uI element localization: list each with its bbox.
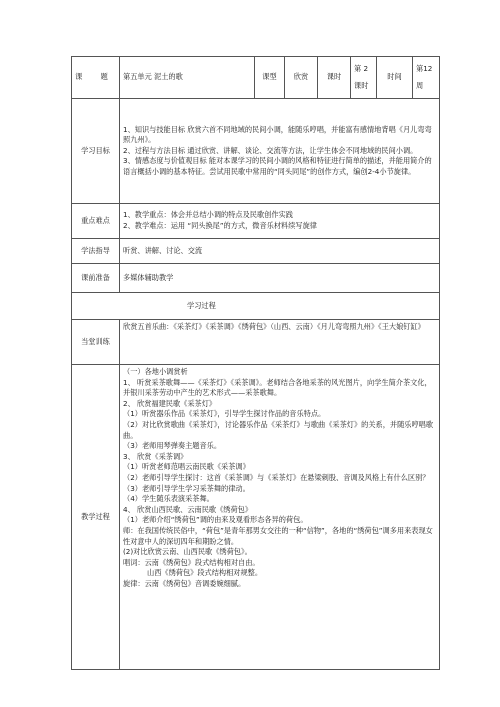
- key-points-row: [72, 204, 440, 239]
- key-points-label: 重点难点: [72, 204, 120, 239]
- prep-label: 课前准备: [72, 264, 120, 293]
- teaching-line: （3）老师用琴弹奏主题音乐。: [123, 441, 222, 451]
- time-value-line1: 第12: [416, 63, 433, 73]
- process-title-row: [72, 293, 440, 320]
- hours-label: 课时: [318, 57, 351, 99]
- teaching-line: （一）各地小调赏析: [123, 367, 188, 376]
- teaching-line: （1）老师介绍“绣荷包”调的由来及观看形态各异的荷包。: [123, 515, 308, 525]
- practice-label: 当堂训练: [72, 320, 120, 365]
- key-points-content: [120, 204, 440, 239]
- teaching-row: [72, 365, 440, 670]
- teaching-line: 1、 听赏采茶歌舞——《采茶灯》《采茶调》。老师结合各地采茶的风光图片，向学生简介茶文化，并银川采茶劳动中产生的艺术形式——采茶歌舞。: [123, 377, 432, 398]
- teaching-line: (2)对比欣赏云南、山西民歌《绣荷包》。: [123, 547, 252, 557]
- teaching-line: （4）学生随乐表演采茶舞。: [123, 494, 214, 504]
- objectives-row: [72, 99, 440, 204]
- method-label: 学法指导: [72, 239, 120, 264]
- teaching-line: （2）老师引导学生探讨：这首《采茶调》与《采茶灯》在悬梁刺股、音调及风格上有什么区别？: [123, 472, 430, 482]
- hours-value-line1: 第 2: [354, 63, 369, 73]
- objective-item: 1、知识与技能目标 欣赏六首不同地域的民间小调，能随乐哼唱，并能富有感情地背唱《月儿弯弯照九州》。: [123, 124, 432, 145]
- hours-value-line2: 课时: [354, 80, 369, 90]
- prep-row: [72, 264, 440, 293]
- type-label: 课型: [255, 57, 285, 99]
- time-label: 时间: [377, 57, 413, 99]
- teaching-line: 师：在我国传统民俗中，“荷包”是青年那男女交往的一种“信物”，各地的“绣荷包”调多用来表现女性对意中人的深切四年和期盼之情。: [123, 525, 433, 546]
- teaching-line: （1）听赏老师范唱云南民歌《采茶调》: [123, 462, 250, 472]
- teaching-line: 3、 欣赏《采茶调》: [123, 451, 188, 461]
- objective-item: 2、过程与方法目标 通过欣赏、讲解、谈论、交流等方法，让学生体会不同地域的民间小调。: [123, 145, 418, 155]
- lesson-plan-table: [71, 56, 440, 670]
- key-point-item: 1、教学重点：体会并总结小调的特点及民歌创作实践: [123, 210, 293, 220]
- teaching-line: 旋律：云南《绣荷包》音调委婉细腻。: [123, 578, 246, 588]
- course-label: 课 题: [72, 57, 120, 99]
- objectives-content: [120, 99, 440, 204]
- time-value-line2: 周: [416, 80, 424, 90]
- teaching-content: [120, 365, 440, 670]
- practice-content: 欣赏五首乐曲：《采茶灯》《采茶调》《绣荷包》（山西、云南）《月儿弯弯照九州》《王大娘钉缸》: [120, 320, 440, 365]
- key-point-item: 2、教学难点：运用 “同头换尾”的方式，微音乐材料续写旋律: [123, 221, 317, 230]
- teaching-line: 2、 欣赏福建民歌《采茶灯》: [123, 398, 217, 408]
- objective-item: 3、情感态度与价值观目标 能对本课学习的民间小调的风格和特征进行简单的描述，并能用简介的语言概括小调的基本特征。尝试用民歌中常用的“同头同尾”的创作方式，编创2-4小节旋律。: [123, 156, 432, 176]
- teaching-line: 唱词：云南《绣荷包》段式结构相对自由。: [123, 557, 260, 567]
- teaching-line: 山西《绣荷包》段式结构相对规整。: [147, 568, 263, 578]
- unit-title: 第五单元 泥土的歌: [120, 57, 255, 99]
- type-value: 欣赏: [285, 57, 318, 99]
- process-title: 学习过程: [72, 293, 440, 320]
- header-row: [72, 57, 440, 99]
- time-value: [413, 57, 440, 99]
- teaching-line: 4、 欣赏山西民歌、云南民歌《绣荷包》: [123, 504, 253, 514]
- teaching-line: （2）对比欣赏歌曲《采茶灯》，讨论器乐作品《采茶灯》与歌曲《采茶灯》的关系，并随乐哼唱歌曲。: [123, 419, 434, 440]
- hours-value: [351, 57, 377, 99]
- teaching-label: 教学过程: [72, 365, 120, 670]
- practice-row: [72, 320, 440, 365]
- teaching-line: （3）老师引导学生学习采茶舞的律动。: [123, 483, 250, 493]
- objectives-label: 学习目标: [72, 99, 120, 204]
- teaching-line: （1）听赏器乐作品《采茶灯》，引导学生探讨作品的音乐特点。: [123, 409, 326, 419]
- method-row: [72, 239, 440, 264]
- prep-content: 多媒体辅助教学: [120, 264, 440, 293]
- method-content: 听赏、讲解、讨论、交流: [120, 239, 440, 264]
